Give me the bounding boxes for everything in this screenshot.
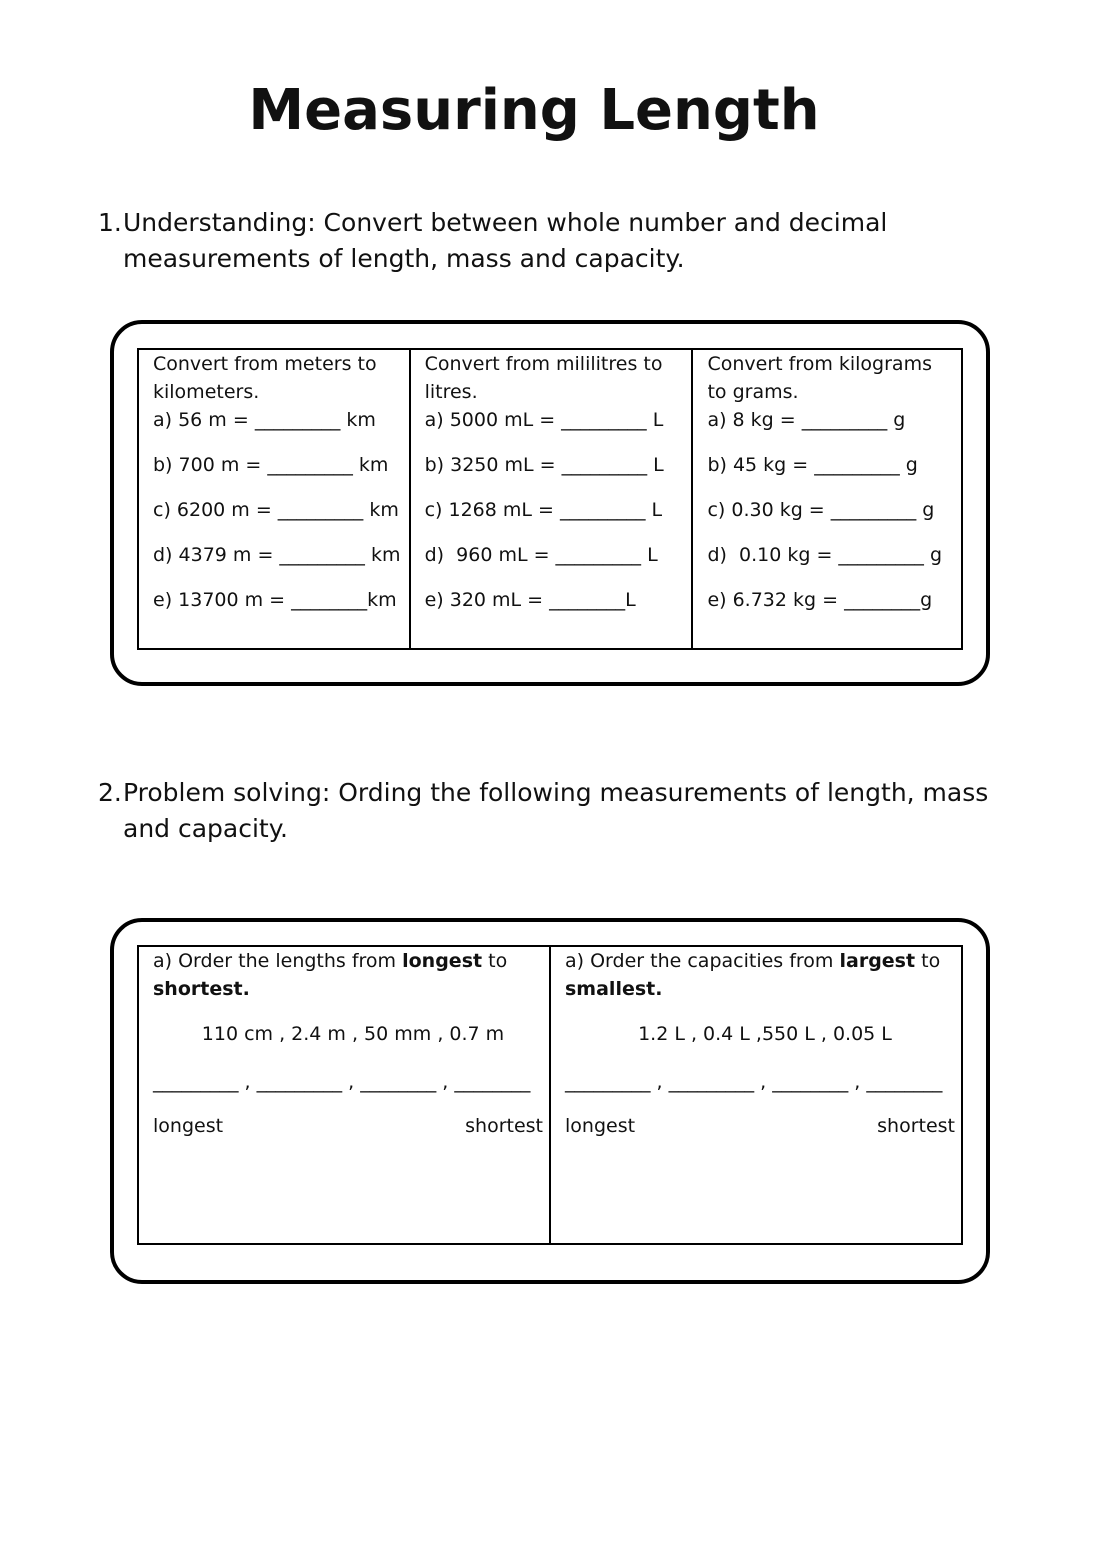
conversion-item[interactable]: d) 4379 m = _________ km — [153, 544, 401, 566]
start-label: longest — [153, 1115, 224, 1137]
conversion-item[interactable]: d) 0.10 kg = _________ g — [707, 544, 943, 566]
end-label: shortest — [465, 1115, 543, 1137]
page-title: Measuring Length — [248, 78, 820, 143]
question-text: Understanding: Convert between whole number and decimal measurements of length, mass and capacity. — [123, 208, 888, 273]
ordering-capacities-cell — [550, 946, 962, 1244]
values-to-order: 1.2 L , 0.4 L ,550 L , 0.05 L — [638, 1023, 892, 1045]
conversion-item[interactable]: e) 6.732 kg = ________g — [707, 589, 933, 611]
values-to-order: 110 cm , 2.4 m , 50 mm , 0.7 m — [201, 1023, 505, 1045]
instruction-middle: to — [915, 950, 941, 972]
order-direction-labels — [565, 1112, 955, 1140]
ordering-instruction — [565, 947, 955, 1003]
question-1 — [98, 205, 1028, 277]
conversion-item[interactable]: b) 3250 mL = _________ L — [424, 454, 664, 476]
question-2 — [98, 775, 1028, 847]
ordering-table — [137, 945, 963, 1245]
question-text: Problem solving: Ording the following measurements of length, mass and capacity. — [123, 778, 989, 843]
conversion-item[interactable]: c) 6200 m = _________ km — [153, 499, 399, 521]
conversion-item[interactable]: b) 700 m = _________ km — [153, 454, 389, 476]
answer-blanks[interactable]: _________ , _________ , ________ , ________ — [565, 1071, 943, 1093]
conversion-item[interactable]: e) 320 mL = ________L — [424, 589, 636, 611]
start-label: longest — [565, 1115, 636, 1137]
question-number: 2. — [98, 778, 122, 807]
conversion-item[interactable]: a) 8 kg = _________ g — [707, 409, 906, 431]
instruction-prefix: a) Order the lengths from — [153, 950, 403, 972]
conversion-column-meters — [138, 349, 410, 649]
column-heading: Convert from meters to kilometers. — [153, 353, 377, 403]
instruction-bold-word: shortest. — [153, 978, 250, 1000]
column-heading: Convert from mililitres to litres. — [424, 353, 663, 403]
conversion-column-millilitres — [410, 349, 693, 649]
column-heading: Convert from kilograms to grams. — [707, 353, 932, 403]
order-direction-labels — [153, 1112, 543, 1140]
instruction-middle: to — [482, 950, 508, 972]
conversion-item[interactable]: e) 13700 m = ________km — [153, 589, 397, 611]
ordering-lengths-cell — [138, 946, 550, 1244]
conversion-item[interactable]: a) 56 m = _________ km — [153, 409, 376, 431]
conversion-item[interactable]: d) 960 mL = _________ L — [424, 544, 658, 566]
conversion-item[interactable]: c) 1268 mL = _________ L — [424, 499, 663, 521]
question-number: 1. — [98, 208, 122, 237]
instruction-bold-word: longest — [402, 950, 483, 972]
conversion-item[interactable]: c) 0.30 kg = _________ g — [707, 499, 935, 521]
conversion-item[interactable]: b) 45 kg = _________ g — [707, 454, 918, 476]
end-label: shortest — [877, 1115, 955, 1137]
conversion-item[interactable]: a) 5000 mL = _________ L — [424, 409, 664, 431]
ordering-instruction — [153, 947, 543, 1003]
conversion-table — [137, 348, 963, 650]
instruction-bold-word: smallest. — [565, 978, 663, 1000]
instruction-bold-word: largest — [839, 950, 916, 972]
instruction-prefix: a) Order the capacities from — [565, 950, 840, 972]
conversion-column-kilograms — [692, 349, 962, 649]
answer-blanks[interactable]: _________ , _________ , ________ , ________ — [153, 1071, 531, 1093]
